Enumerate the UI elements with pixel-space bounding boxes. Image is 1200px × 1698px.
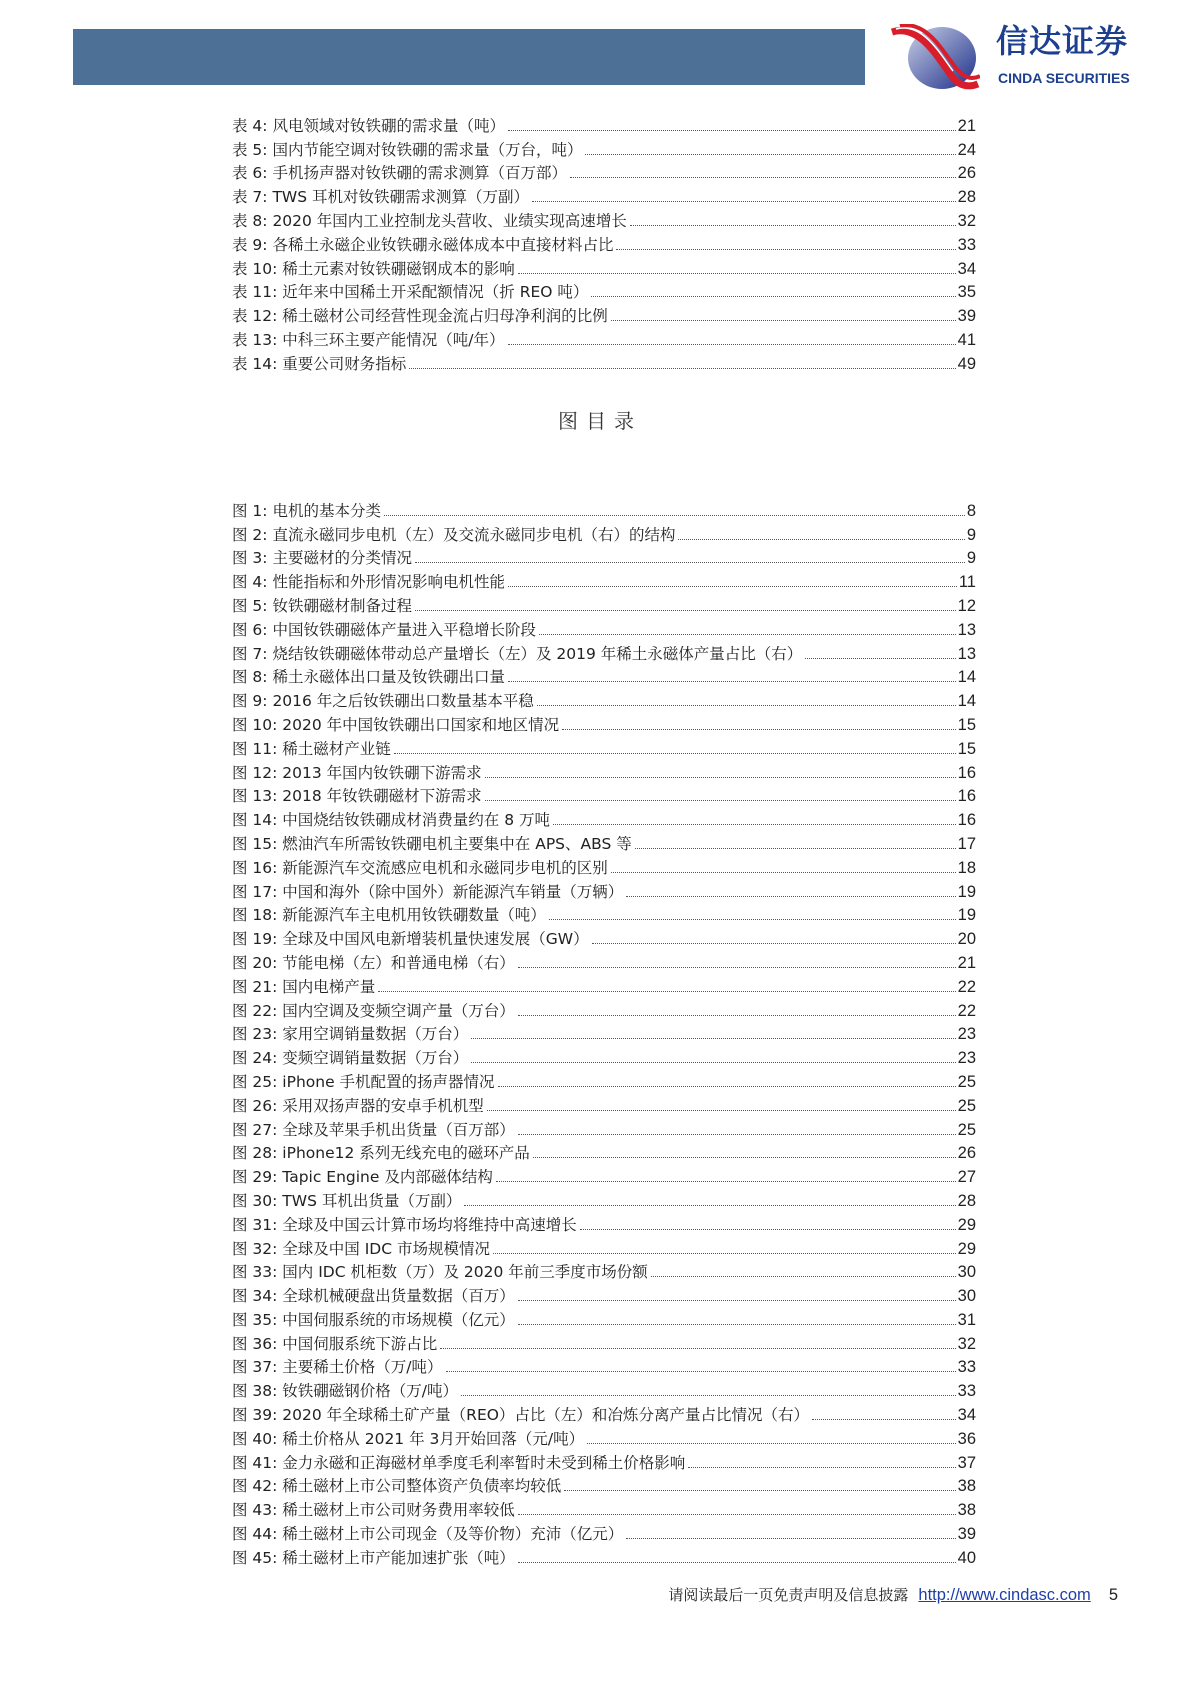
toc-figure-entry[interactable] [232,902,976,926]
entry-page: 23 [957,1049,976,1068]
dot-leader [461,1395,956,1396]
figures-heading: 图目录 [558,409,642,433]
dot-leader [518,1514,956,1515]
table-of-figures [232,497,976,1568]
toc-figure-entry[interactable] [232,759,976,783]
dot-leader [415,562,965,563]
entry-title: 图 6: 中国钕铁硼磁体产量进入平稳增长阶段 [232,620,536,639]
dot-leader [485,800,956,801]
toc-figure-entry[interactable] [232,1211,976,1235]
entry-page: 13 [957,620,976,639]
dot-leader [464,1205,955,1206]
toc-figure-entry[interactable] [232,545,976,569]
entry-title: 表 12: 稀土磁材公司经营性现金流占归母净利润的比例 [232,307,608,326]
entry-title: 图 5: 钕铁硼磁材制备过程 [232,596,412,615]
dot-leader [518,1562,956,1563]
entry-page: 18 [957,858,976,877]
entry-page: 28 [957,1191,976,1210]
entry-page: 38 [957,1501,976,1520]
dot-leader [485,777,956,778]
dot-leader [508,586,957,587]
toc-figure-entry[interactable] [232,616,976,640]
entry-title: 表 13: 中科三环主要产能情况（吨/年） [232,330,505,349]
dot-leader [635,848,956,849]
toc-figure-entry[interactable] [232,640,976,664]
entry-title: 图 1: 电机的基本分类 [232,501,381,520]
entry-title: 图 31: 全球及中国云计算市场均将维持中高速增长 [232,1215,577,1234]
dot-leader [508,681,956,682]
entry-page: 34 [957,259,976,278]
entry-page: 22 [957,1001,976,1020]
entry-title: 图 15: 燃油汽车所需钕铁硼电机主要集中在 APS、ABS 等 [232,834,632,853]
toc-figure-entry[interactable] [232,854,976,878]
entry-page: 35 [957,283,976,302]
toc-figure-entry[interactable] [232,783,976,807]
dot-leader [570,177,956,178]
dot-leader [585,154,955,155]
entry-page: 41 [957,330,976,349]
entry-title: 图 39: 2020 年全球稀土矿产量（REO）占比（左）和冶炼分离产量占比情况（右） [232,1406,809,1425]
entry-page: 15 [957,739,976,758]
entry-title: 图 23: 家用空调销量数据（万台） [232,1025,469,1044]
entry-title: 图 26: 采用双扬声器的安卓手机机型 [232,1096,484,1115]
toc-table-entry[interactable] [232,112,976,136]
entry-page: 32 [957,1334,976,1353]
entry-title: 表 11: 近年来中国稀土开采配额情况（折 REO 吨） [232,283,589,302]
dot-leader [533,1157,956,1158]
dot-leader [518,1134,956,1135]
toc-table-entry[interactable] [232,279,976,303]
entry-title: 图 17: 中国和海外（除中国外）新能源汽车销量（万辆） [232,882,624,901]
toc-figure-entry[interactable] [232,592,976,616]
entry-title: 图 44: 稀土磁材上市公司现金（及等价物）充沛（亿元） [232,1525,624,1544]
entry-page: 16 [957,811,976,830]
entry-page: 19 [957,882,976,901]
toc-figure-entry[interactable] [232,830,976,854]
dot-leader [591,296,955,297]
entry-title: 图 10: 2020 年中国钕铁硼出口国家和地区情况 [232,715,560,734]
dot-leader [446,1371,956,1372]
dot-leader [508,344,956,345]
toc-table-entry[interactable] [232,231,976,255]
toc-figure-entry[interactable] [232,1187,976,1211]
toc-figure-entry[interactable] [232,1163,976,1187]
toc-figure-entry[interactable] [232,1282,976,1306]
entry-page: 9 [966,525,976,544]
entry-title: 图 35: 中国伺服系统的市场规模（亿元） [232,1310,515,1329]
entry-page: 14 [957,692,976,711]
entry-page: 11 [958,573,976,592]
entry-title: 图 22: 国内空调及变频空调产量（万台） [232,1001,515,1020]
cinda-logo [888,22,1188,94]
entry-page: 21 [957,116,976,135]
entry-page: 25 [957,1096,976,1115]
entry-title: 图 9: 2016 年之后钕铁硼出口数量基本平稳 [232,692,534,711]
header-bar [73,29,865,85]
toc-figure-entry[interactable] [232,1377,976,1401]
entry-page: 13 [957,644,976,663]
footer [668,1584,1118,1605]
entry-page: 33 [957,1358,976,1377]
entry-page: 36 [957,1429,976,1448]
entry-page: 22 [957,977,976,996]
entry-page: 9 [966,549,976,568]
dot-leader [549,919,956,920]
dot-leader [471,1038,955,1039]
dot-leader [537,705,956,706]
toc-table-entry[interactable] [232,160,976,184]
dot-leader [616,249,955,250]
entry-title: 表 9: 各稀土永磁企业钕铁硼永磁体成本中直接材料占比 [232,235,614,254]
entry-title: 表 14: 重要公司财务指标 [232,354,407,373]
toc-figure-entry[interactable] [232,1259,976,1283]
entry-page: 21 [957,953,976,972]
entry-page: 19 [957,906,976,925]
entry-title: 图 21: 国内电梯产量 [232,977,376,996]
entry-page: 15 [957,715,976,734]
toc-table-entry[interactable] [232,255,976,279]
entry-page: 23 [957,1025,976,1044]
entry-page: 30 [957,1287,976,1306]
entry-title: 图 11: 稀土磁材产业链 [232,739,391,758]
dot-leader [498,1086,956,1087]
entry-page: 8 [966,501,976,520]
toc-figure-entry[interactable] [232,1306,976,1330]
entry-page: 25 [957,1072,976,1091]
dot-leader [415,610,956,611]
dot-leader [518,1324,956,1325]
toc-table-entry[interactable] [232,350,976,374]
cinda-logo-icon [888,24,980,90]
dot-leader [812,1419,956,1420]
entry-title: 图 4: 性能指标和外形情况影响电机性能 [232,573,505,592]
entry-page: 37 [957,1453,976,1472]
toc-table-entry[interactable] [232,207,976,231]
entry-title: 图 12: 2013 年国内钕铁硼下游需求 [232,763,482,782]
entry-title: 图 18: 新能源汽车主电机用钕铁硼数量（吨） [232,906,546,925]
entry-page: 17 [957,834,976,853]
dot-leader [626,896,955,897]
toc-figure-entry[interactable] [232,1021,976,1045]
toc-figure-entry[interactable] [232,949,976,973]
entry-title: 图 29: Tapic Engine 及内部磁体结构 [232,1168,493,1187]
entry-title: 图 24: 变频空调销量数据（万台） [232,1049,469,1068]
dot-leader [611,872,956,873]
entry-page: 29 [957,1215,976,1234]
toc-figure-entry[interactable] [232,735,976,759]
entry-page: 26 [957,164,976,183]
entry-page: 24 [957,140,976,159]
entry-title: 图 32: 全球及中国 IDC 市场规模情况 [232,1239,490,1258]
entry-page: 16 [957,787,976,806]
entry-page: 49 [957,354,976,373]
toc-figure-entry[interactable] [232,1544,976,1568]
dot-leader [532,201,956,202]
toc-figure-entry[interactable] [232,1092,976,1116]
dot-leader [487,1110,956,1111]
entry-title: 图 42: 稀土磁材上市公司整体资产负债率均较低 [232,1477,562,1496]
entry-title: 图 38: 钕铁硼磁钢价格（万/吨） [232,1382,459,1401]
entry-title: 图 43: 稀土磁材上市公司财务费用率较低 [232,1501,515,1520]
dot-leader [562,729,955,730]
dot-leader [409,368,955,369]
toc-figure-entry[interactable] [232,925,976,949]
toc-figure-entry[interactable] [232,1044,976,1068]
footer-disclaimer: 请阅读最后一页免责声明及信息披露 [668,1586,909,1604]
table-of-tables [232,112,976,374]
page-number: 5 [1108,1586,1118,1604]
toc-figure-entry[interactable] [232,1473,976,1497]
dot-leader [440,1348,955,1349]
entry-page: 12 [957,596,976,615]
entry-page: 33 [957,235,976,254]
toc-figure-entry[interactable] [232,1520,976,1544]
entry-title: 图 13: 2018 年钕铁硼磁材下游需求 [232,787,482,806]
entry-title: 图 25: iPhone 手机配置的扬声器情况 [232,1072,495,1091]
entry-page: 34 [957,1406,976,1425]
toc-figure-entry[interactable] [232,664,976,688]
logo-chinese-text: 信达证券 [996,22,1129,60]
toc-figure-entry[interactable] [232,711,976,735]
entry-title: 图 34: 全球机械硬盘出货量数据（百万） [232,1287,515,1306]
entry-page: 30 [957,1263,976,1282]
footer-website-link[interactable]: http://www.cindasc.com [918,1586,1091,1604]
dot-leader [651,1276,956,1277]
entry-title: 表 10: 稀土元素对钕铁硼磁钢成本的影响 [232,259,515,278]
entry-page: 31 [957,1310,976,1329]
entry-title: 表 5: 国内节能空调对钕铁硼的需求量（万台，吨） [232,140,583,159]
toc-figure-entry[interactable] [232,1140,976,1164]
toc-figure-entry[interactable] [232,1116,976,1140]
entry-title: 图 3: 主要磁材的分类情况 [232,549,412,568]
toc-figure-entry[interactable] [232,973,976,997]
toc-figure-entry[interactable] [232,878,976,902]
dot-leader [587,1443,956,1444]
entry-page: 26 [957,1144,976,1163]
dot-leader [678,539,964,540]
entry-page: 32 [957,211,976,230]
dot-leader [580,1229,956,1230]
dot-leader [592,943,956,944]
toc-figure-entry[interactable] [232,1401,976,1425]
entry-page: 33 [957,1382,976,1401]
toc-figure-entry[interactable] [232,687,976,711]
entry-title: 图 14: 中国烧结钕铁硼成材消费量约在 8 万吨 [232,811,551,830]
toc-figure-entry[interactable] [232,497,976,521]
entry-title: 图 28: iPhone12 系列无线充电的磁环产品 [232,1144,530,1163]
entry-title: 图 33: 国内 IDC 机柜数（万）及 2020 年前三季度市场份额 [232,1263,648,1282]
dot-leader [539,634,956,635]
entry-page: 40 [957,1548,976,1567]
entry-title: 图 27: 全球及苹果手机出货量（百万部） [232,1120,515,1139]
entry-title: 图 16: 新能源汽车交流感应电机和永磁同步电机的区别 [232,858,608,877]
dot-leader [471,1062,955,1063]
entry-title: 图 19: 全球及中国风电新增装机量快速发展（GW） [232,930,589,949]
entry-page: 28 [957,188,976,207]
dot-leader [394,753,956,754]
toc-figure-entry[interactable] [232,1496,976,1520]
entry-title: 图 30: TWS 耳机出货量（万副） [232,1191,462,1210]
toc-table-entry[interactable] [232,302,976,326]
toc-figure-entry[interactable] [232,1425,976,1449]
entry-page: 14 [957,668,976,687]
toc-figure-entry[interactable] [232,568,976,592]
toc-figure-entry[interactable] [232,1330,976,1354]
logo-english-text: CINDA SECURITIES [998,70,1130,86]
toc-figure-entry[interactable] [232,1068,976,1092]
dot-leader [496,1181,956,1182]
dot-leader [518,967,956,968]
entry-title: 图 2: 直流永磁同步电机（左）及交流永磁同步电机（右）的结构 [232,525,676,544]
entry-page: 16 [957,763,976,782]
entry-page: 38 [957,1477,976,1496]
entry-title: 图 37: 主要稀土价格（万/吨） [232,1358,443,1377]
entry-title: 图 20: 节能电梯（左）和普通电梯（右） [232,953,515,972]
toc-table-entry[interactable] [232,183,976,207]
toc-figure-entry[interactable] [232,1449,976,1473]
dot-leader [518,1015,956,1016]
toc-table-entry[interactable] [232,136,976,160]
dot-leader [508,130,956,131]
entry-page: 25 [957,1120,976,1139]
dot-leader [564,1490,955,1491]
entry-title: 表 8: 2020 年国内工业控制龙头营收、业绩实现高速增长 [232,211,627,230]
dot-leader [688,1467,955,1468]
dot-leader [518,1300,956,1301]
entry-title: 图 8: 稀土永磁体出口量及钕铁硼出口量 [232,668,505,687]
dot-leader [493,1253,956,1254]
toc-figure-entry[interactable] [232,1235,976,1259]
entry-page: 39 [957,307,976,326]
toc-figure-entry[interactable] [232,997,976,1021]
entry-title: 表 4: 风电领域对钕铁硼的需求量（吨） [232,116,505,135]
dot-leader [378,991,955,992]
entry-title: 表 6: 手机扬声器对钕铁硼的需求测算（百万部） [232,164,567,183]
entry-page: 39 [957,1525,976,1544]
toc-figure-entry[interactable] [232,521,976,545]
entry-page: 29 [957,1239,976,1258]
toc-figure-entry[interactable] [232,806,976,830]
entry-page: 27 [957,1168,976,1187]
entry-title: 表 7: TWS 耳机对钕铁硼需求测算（万副） [232,188,529,207]
entry-title: 图 40: 稀土价格从 2021 年 3月开始回落（元/吨） [232,1429,585,1448]
entry-title: 图 45: 稀土磁材上市产能加速扩张（吨） [232,1548,515,1567]
dot-leader [805,658,955,659]
dot-leader [384,515,965,516]
toc-figure-entry[interactable] [232,1354,976,1378]
entry-title: 图 36: 中国伺服系统下游占比 [232,1334,438,1353]
entry-title: 图 7: 烧结钕铁硼磁体带动总产量增长（左）及 2019 年稀土永磁体产量占比（右） [232,644,803,663]
entry-page: 20 [957,930,976,949]
dot-leader [611,320,956,321]
dot-leader [553,824,956,825]
dot-leader [626,1538,955,1539]
entry-title: 图 41: 金力永磁和正海磁材单季度毛利率暂时未受到稀土价格影响 [232,1453,686,1472]
dot-leader [518,273,956,274]
toc-table-entry[interactable] [232,326,976,350]
dot-leader [630,225,956,226]
